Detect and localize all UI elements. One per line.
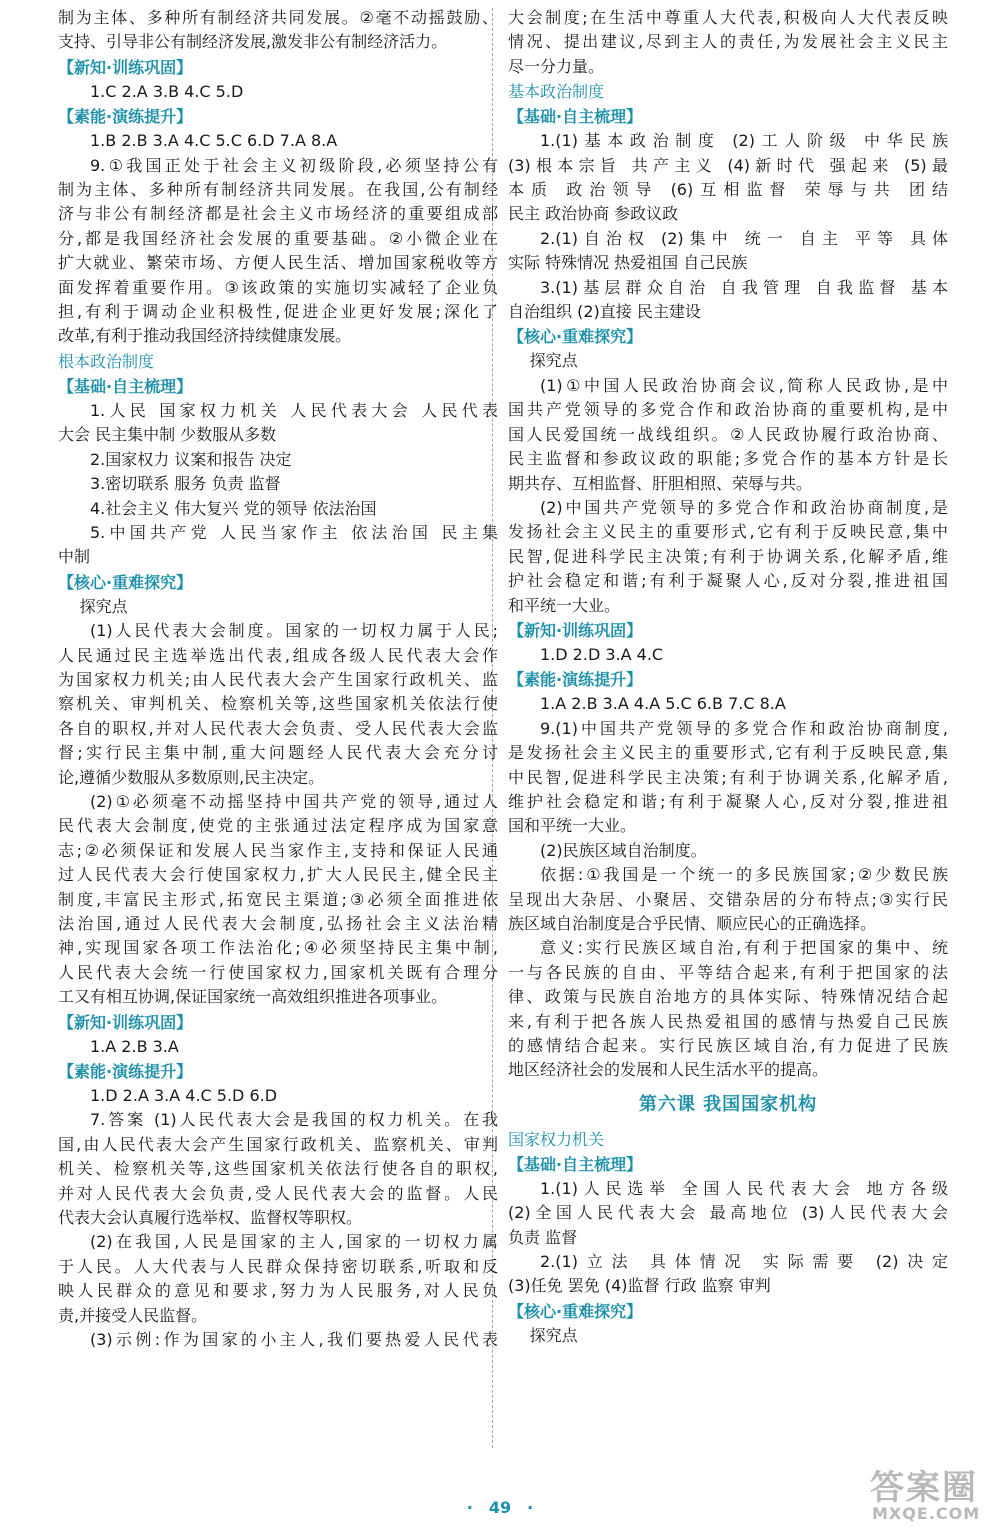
text-line: 面发挥着重要作用。③该政策的实施切实减轻了企业负 (58, 277, 498, 297)
text-line: 于人民。人大代表与人民群众保持密切联系,听取和反 (58, 1256, 498, 1276)
text-line: 中民智,促进科学民主决策;有利于协调关系,化解矛盾, (508, 767, 948, 787)
text-line: 护社会稳定和谐;有利于凝聚人心,反对分裂,推进祖国 (508, 571, 948, 591)
text-line: 本质 政治领导 (6)互相监督 荣辱与共 团结 (508, 180, 948, 200)
text-line: 1.(1)基本政治制度 (2)工人阶级 中华民族 (540, 131, 948, 151)
text-line: 并对人民代表大会负责,受人民代表大会的监督。人民 (58, 1183, 498, 1203)
section-header: 【核心·重难探究】 (508, 1301, 643, 1321)
text-line: 5.中国共产党 人民当家作主 依法治国 民主集 (90, 522, 498, 542)
text-line: 国,由人民代表大会产生国家行政机关、监察机关、审判 (58, 1134, 498, 1154)
text-line: 1.C 2.A 3.B 4.C 5.D (90, 81, 244, 101)
watermark-logo (870, 1460, 990, 1530)
text-line: 济与非公有制经济都是社会主义市场经济的重要组成部 (58, 204, 498, 224)
text-line: 制为主体、多种所有制经济共同发展。在我国,公有制经 (58, 180, 498, 200)
text-line: 9.①我国正处于社会主义初级阶段,必须坚持公有 (90, 155, 498, 175)
watermark-url: MXQE.COM (872, 1504, 981, 1523)
text-line: 机关、检察机关等,这些国家机关依法行使各自的职权, (58, 1159, 498, 1179)
text-line: 1.A 2.B 3.A (90, 1036, 179, 1056)
lesson-title: 第六课 我国国家机构 (638, 1093, 818, 1115)
subsection-title: 国家权力机关 (508, 1129, 605, 1149)
text-line: 大会制度;在生活中尊重人大代表,积极向人大代表反映 (508, 8, 948, 27)
section-header: 【新知·训练巩固】 (58, 1012, 193, 1032)
text-line: 论,遵循少数服从多数原则,民主决定。 (58, 767, 325, 787)
text-line: 各自的职权,并对人民代表大会负责、受人民代表大会监 (58, 718, 498, 738)
text-line: (3)根本宗旨 共产主义 (4)新时代 强起来 (5)最 (508, 155, 948, 175)
text-line: 国人民爱国统一战线组织。②人民政协履行政治协商、 (508, 424, 948, 444)
text-line: 发扬社会主义民主的重要形式,它有利于反映民意,集中 (508, 522, 948, 542)
text-line: 一与各民族的自由、平等结合起来,有利于把国家的法 (508, 962, 948, 982)
text-line: 担,有利于调动企业积极性,促进企业更好发展;深化了 (58, 302, 498, 322)
text-line: 意义:实行民族区域自治,有利于把国家的集中、统 (540, 938, 948, 958)
section-header: 【基础·自主梳理】 (58, 376, 193, 396)
text-line: 人民代表大会统一行使国家权力,国家机关既有合理分 (58, 962, 498, 982)
subsection-title: 基本政治制度 (508, 82, 605, 102)
text-line: 工又有相互协调,保证国家统一高效组织推进各项事业。 (58, 987, 448, 1007)
text-line: 4.社会主义 伟大复兴 党的领导 依法治国 (90, 498, 377, 518)
text-line: 地区经济社会的发展和人民生活水平的提高。 (508, 1060, 829, 1080)
text-line: 法治国,通过人民代表大会制度,弘扬社会主义法治精 (58, 914, 498, 933)
text-line: 探究点 (529, 351, 578, 371)
text-line: 自治组织 (2)直接 民主建设 (508, 302, 701, 322)
text-line: 民智,促进科学民主决策;有利于协调关系,化解矛盾,维 (508, 546, 948, 566)
subsection-title: 根本政治制度 (58, 351, 155, 371)
text-line: 负责 监督 (508, 1227, 578, 1247)
text-line: (3)示例:作为国家的小主人,我们要热爱人民代表 (90, 1330, 498, 1350)
watermark-text: 答案圈 (870, 1468, 978, 1508)
text-line: 来,有利于把各族人民热爱祖国的感情与热爱自己民族 (508, 1011, 948, 1031)
text-line: 尽一分力量。 (508, 56, 605, 76)
section-header: 【基础·自主梳理】 (508, 1154, 643, 1174)
text-line: 大会 民主集中制 少数服从多数 (58, 425, 277, 445)
section-header: 【素能·演练提升】 (58, 107, 193, 127)
text-line: (3)任免 罢免 (4)监督 行政 监察 审判 (508, 1276, 771, 1296)
text-line: 9.(1)中国共产党领导的多党合作和政治协商制度, (540, 718, 948, 738)
text-line: 依据:①我国是一个统一的多民族国家;②少数民族 (540, 865, 948, 885)
text-line: 探究点 (79, 596, 128, 616)
text-line: 分,都是我国经济社会发展的重要基础。②小微企业在 (58, 228, 498, 248)
text-line: 察机关、审判机关、检察机关等,这些国家机关依法行使 (58, 694, 498, 714)
text-line: 国共产党领导的多党合作和政治协商的重要机构,是中 (508, 400, 948, 420)
text-line: 律、政策与民族自治地方的具体实际、特殊情况结合起 (508, 987, 948, 1007)
text-line: 神,实现国家各项工作法治化;④必须坚持民主集中制, (58, 938, 498, 958)
text-line: 督;实行民主集中制,重大问题经人民代表大会充分讨 (58, 743, 498, 763)
page-number-text: 49 (488, 1498, 512, 1517)
text-line: 映人民群众的意见和要求,努力为人民服务,对人民负 (58, 1281, 498, 1301)
text-line: (2)①必须毫不动摇坚持中国共产党的领导,通过人 (90, 791, 498, 811)
text-line: 国和平统一大业。 (508, 816, 637, 836)
text-line: 情况、提出建议,尽到主人的责任,为发展社会主义民主 (508, 32, 948, 52)
section-header: 【新知·训练巩固】 (508, 620, 643, 640)
text-line: 实际 特殊情况 热爱祖国 自己民族 (508, 253, 748, 273)
text-line: 民代表大会制度,使党的主张通过法定程序成为国家意 (58, 816, 498, 836)
text-line: 1.人民 国家权力机关 人民代表大会 人民代表 (90, 400, 498, 420)
text-line: 制为主体、多种所有制经济共同发展。②毫不动摇鼓励、 (58, 8, 498, 27)
text-line: 7.答案 (1)人民代表大会是我国的权力机关。在我 (90, 1110, 498, 1130)
text-line: (1)①中国人民政治协商会议,简称人民政协,是中 (540, 375, 948, 395)
text-line: 1.D 2.D 3.A 4.C (540, 644, 664, 664)
section-header: 【素能·演练提升】 (508, 670, 643, 690)
text-line: 2.(1)立法 具体情况 实际需要 (2)决定 (540, 1252, 948, 1272)
text-line: 3.密切联系 服务 负责 监督 (90, 474, 281, 494)
section-header: 【核心·重难探究】 (508, 327, 643, 347)
text-line: (1)人民代表大会制度。国家的一切权力属于人民; (90, 621, 498, 641)
text-line: 2.国家权力 议案和报告 决定 (90, 449, 292, 469)
text-line: 为国家权力机关;由人民代表大会产生国家行政机关、监 (58, 669, 498, 689)
section-header: 【新知·训练巩固】 (58, 57, 193, 77)
text-line: 期共存、互相监督、肝胆相照、荣辱与共。 (508, 473, 813, 493)
text-line: 志;②必须保证和发展人民当家作主,支持和保证人民通 (58, 840, 498, 860)
text-line: 扩大就业、繁荣市场、方便人民生活、增加国家税收等方 (58, 253, 498, 273)
text-line: 1.D 2.A 3.A 4.C 5.D 6.D (90, 1086, 278, 1106)
text-line: 2.(1)自治权 (2)集中 统一 自主 平等 具体 (540, 228, 948, 248)
text-line: 1.(1)人民选举 全国人民代表大会 地方各级 (540, 1178, 948, 1198)
right-column (508, 6, 948, 1348)
text-line: 探究点 (529, 1325, 578, 1345)
text-line: 维护社会稳定和谐;有利于凝聚人心,反对分裂,推进祖 (508, 791, 948, 811)
text-line: (2)中国共产党领导的多党合作和政治协商制度,是 (540, 497, 948, 517)
section-header: 【核心·重难探究】 (58, 572, 193, 592)
text-line: (2)在我国,人民是国家的主人,国家的一切权力属 (90, 1232, 498, 1252)
text-line: (2)全国人民代表大会 最高地位 (3)人民代表大会 (508, 1203, 948, 1223)
text-line: 制度,丰富民主形式,拓宽民主渠道;③必须全面推进依 (58, 889, 498, 909)
text-line: 责,并接受人民监督。 (58, 1305, 208, 1325)
text-line: 1.A 2.B 3.A 4.A 5.C 6.B 7.C 8.A (540, 694, 786, 714)
page-number: · 49 · (466, 1498, 534, 1517)
text-line: 族区域自治制度是合乎民情、顺应民心的正确选择。 (508, 914, 877, 933)
text-line: 是发扬社会主义民主的重要形式,它有利于反映民意,集 (508, 743, 948, 763)
text-line: 过人民代表大会行使国家权力,扩大人民民主,健全民主 (58, 865, 498, 885)
text-line: 代表大会认真履行选举权、监督权等职权。 (58, 1208, 363, 1228)
text-line: 人民通过民主选举选出代表,组成各级人民代表大会作 (58, 645, 498, 665)
text-line: 1.B 2.B 3.A 4.C 5.C 6.D 7.A 8.A (90, 131, 338, 151)
section-header: 【基础·自主梳理】 (508, 107, 643, 127)
text-line: 呈现出大杂居、小聚居、交错杂居的分布特点;③实行民 (508, 889, 948, 909)
text-line: 中制 (58, 547, 91, 567)
section-header: 【素能·演练提升】 (58, 1062, 193, 1082)
text-line: (2)民族区域自治制度。 (540, 840, 707, 860)
text-line: 改革,有利于推动我国经济持续健康发展。 (58, 326, 352, 346)
left-column (58, 6, 498, 1353)
text-line: 民主监督和参政议政的职能;多党合作的基本方针是长 (508, 449, 948, 469)
text-line: 和平统一大业。 (508, 595, 621, 615)
text-line: 3.(1)基层群众自治 自我管理 自我监督 基本 (540, 277, 948, 297)
text-line: 民主 政治协商 参政议政 (508, 204, 679, 224)
text-line: 的感情结合起来。实行民族区域自治,有力促进了民族 (508, 1036, 948, 1056)
text-line: 支持、引导非公有制经济发展,激发非公有制经济活力。 (58, 32, 448, 52)
